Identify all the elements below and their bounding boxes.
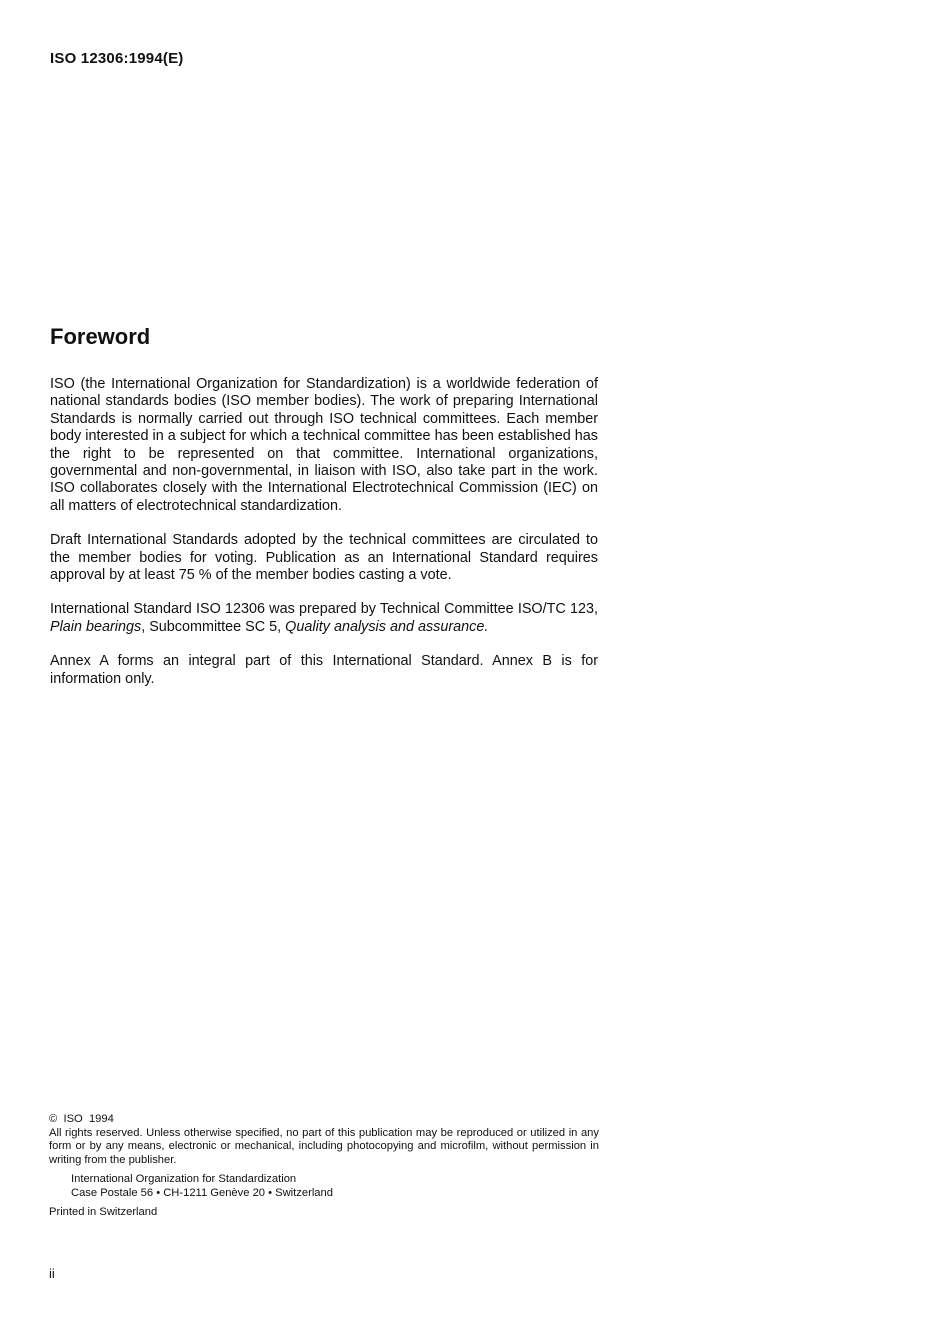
organization-address: Case Postale 56 • CH-1211 Genève 20 • Switzerland — [71, 1186, 333, 1199]
copyright-notice: © ISO 1994 — [49, 1113, 114, 1125]
rights-reserved-text: All rights reserved. Unless otherwise specified, no part of this publication may be reproduced or utilized in any form or by any means, electronic or mechanical, including photocopying and microfilm, without permission in writing from the publisher. — [49, 1126, 599, 1167]
page-number: ii — [49, 1266, 55, 1281]
organization-name: International Organization for Standardization — [71, 1172, 297, 1185]
copyright-block — [49, 1113, 599, 1220]
foreword-paragraph-annex: Annex A forms an integral part of this International Standard. Annex B is for information only. — [50, 653, 598, 687]
prepared-text-part1: International Standard ISO 12306 was prepared by Technical Committee ISO/TC 123, — [50, 601, 598, 618]
subcommittee-title: Quality analysis and assurance. — [285, 618, 489, 635]
organization-address-block — [71, 1173, 599, 1200]
prepared-text-part2: , Subcommittee SC 5, — [141, 618, 286, 635]
document-header: ISO 12306:1994(E) — [50, 50, 184, 67]
foreword-paragraph-prepared — [50, 601, 598, 636]
committee-title: Plain bearings — [50, 618, 142, 635]
foreword-paragraph-draft: Draft International Standards adopted by the technical committees are circulated to the member bodies for voting. Publication as an International Standard requires approval by at least 75 % of the member bodies casting a vote. — [50, 532, 598, 584]
foreword-body — [50, 376, 598, 705]
foreword-title: Foreword — [50, 324, 151, 349]
foreword-paragraph-iso: ISO (the International Organization for Standardization) is a worldwide federation of national standards bodies (ISO member bodies). The work of preparing International Standards is normally carried out through ISO technical committees. Each member body interested in a subject for which a technical committee has been established has the right to be represented on that committee. International organizations, governmental and non-governmental, in liaison with ISO, also take part in the work. ISO collaborates closely with the International Electrotechnical Commission (IEC) on all matters of electrotechnical standardization. — [50, 376, 598, 514]
printed-location: Printed in Switzerland — [49, 1206, 158, 1219]
